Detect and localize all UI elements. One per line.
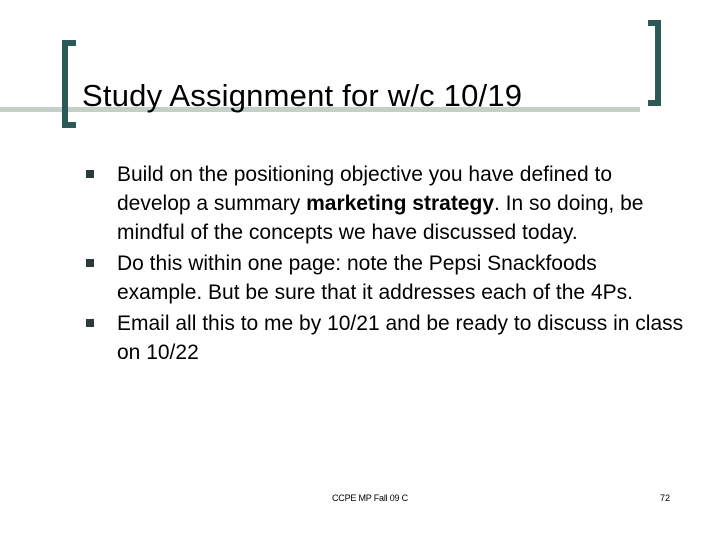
bullet-item-strategy <box>86 160 686 247</box>
bullet-list <box>86 160 686 369</box>
square-bullet-icon <box>86 170 94 178</box>
bullet-text-after: . In so doing, be mindful of the concepts we have discussed today. <box>117 192 644 244</box>
bullet-item-email <box>86 309 686 367</box>
left-bracket-decoration <box>62 40 76 128</box>
bullet-text: Email all this to me by 10/21 and be ready to discuss in class on 10/22 <box>117 312 684 364</box>
slide-title: Study Assignment for w/c 10/19 <box>82 78 523 113</box>
bullet-text-before: Build on the positioning objective you have defined to develop a summary <box>117 163 613 215</box>
bullet-text-emphasis: marketing strategy <box>306 192 494 215</box>
square-bullet-icon <box>86 319 94 327</box>
square-bullet-icon <box>86 259 94 267</box>
slide-footer: CCPE MP Fall 09 C <box>332 493 408 503</box>
page-number: 72 <box>660 493 671 503</box>
right-bracket-decoration <box>648 20 661 106</box>
bullet-item-one-page <box>86 249 686 307</box>
bullet-text: Do this within one page: note the Pepsi Snackfoods example. But be sure that it addresses each of the 4Ps. <box>117 252 633 304</box>
